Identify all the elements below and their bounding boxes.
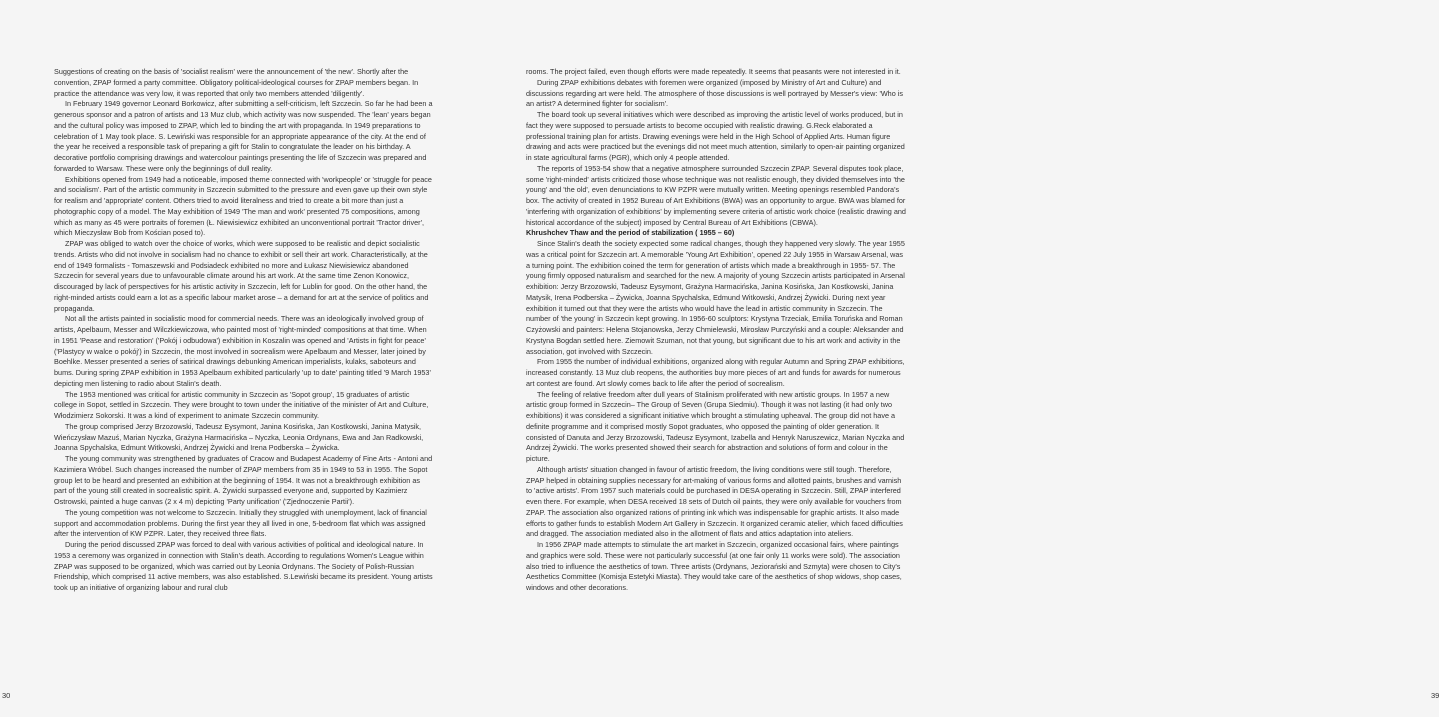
right-paragraph-7: The feeling of relative freedom after dull years of Stalinism proliferated with new artistic groups. In 1957 a new artistic group formed in Szczecin– The Group of Seven (Grupa Siedmiu). Though it was not lasting (it had only two exhibitions) it was considered a significant initiative which brought a stimulating upheaval. The group did not have a definite programme and it comprised mostly Sopot graduates, who opposed the painting of older generation. It consisted of Danuta and Jerzy Brzozowski, Tadeusz Eysymont, Izabella and Henryk Naruszewicz, Marian Nyczka and Andrzej Żywicki. The works presented showed their search for abstraction and solutions of form and colour in the picture. (526, 389, 905, 463)
left-paragraph-9: The young competition was not welcome to Szczecin. Initially they struggled with unemployment, lack of financial support and accommodation problems. During the first year they all lived in one, 5-bedroom flat which was assigned after the intervention of KW PZPR. Later, they received three flats. (54, 507, 427, 539)
right-paragraph-2: During ZPAP exhibitions debates with foremen were organized (imposed by Ministry of Art and Culture) and discussions regarding art were held. The atmosphere of those discussions is well portrayed by Messer's view: 'Who is an artist? A determined fighter for socialism'. (526, 77, 903, 109)
left-paragraph-7: The group comprised Jerzy Brzozowski, Tadeusz Eysymont, Janina Kosińska, Jan Kostkowski, Janina Matysik, Wieńczysław Mazuś, Marian Nyczka, Grażyna Harmacińska – Nyczka, Leonia Ordynans, Ewa and Jan Radkowski, Joanna Spychalska, Edmunt Witkowski, Andrzej Żywicki and Irena Podberska – Żywicka. (54, 421, 424, 453)
left-paragraph-5: Not all the artists painted in socialistic mood for commercial needs. There was an ideologically involved group of artists, Apelbaum, Messer and Wilczkiewiczowa, who painted most of 'right-minded' compositions at that time. When in 1951 'Pease and restoration' ('Pokój i odbudowa') exhibition in Koszalin was opened and 'Artists in fight for peace' ('Plastycy w walce o pokój') in Szczecin, the most involved in socrealism were Apelbaum and Messer, later joined by Boehlke. Messer presented a series of satirical drawings debunking American imperialists, kulaks, saboteurs and bums. During spring ZPAP exhibition in 1953 Apelbaum exhibited particularly 'up to date' painting titled '9 March 1953' depicting men listening to radio about Stalin's death. (54, 314, 431, 388)
left-page-number: 30 (2, 691, 11, 700)
right-paragraph-1: rooms. The project failed, even though efforts were made repeatedly. It seems that peasants were not interested in it. (526, 67, 901, 76)
right-paragraph-6: From 1955 the number of individual exhibitions, organized along with regular Autumn and Spring ZPAP exhibitions, increased constantly. 13 Muz club reopens, the authorities buy more pieces of art and funds for awards for numerous art contest are found. Art slowly comes back to life after the period of socrealism. (526, 357, 905, 388)
right-page (480, 0, 1439, 717)
left-paragraph-6: The 1953 mentioned was critical for artistic community in Szczecin as 'Sopot group', 15 graduates of artistic college in Sopot, settled in Szczecin. They were brought to town under the initiative of the minister of Art and Culture, Włodzimierz Sokorski. It was a kind of experiment to animate Szczecin community. (54, 389, 429, 420)
left-page (0, 0, 480, 717)
right-paragraph-8: Although artists' situation changed in favour of artistic freedom, the living conditions were still tough. Therefore, ZPAP helped in obtaining supplies necessary for art-making of various forms and allotted paints, brushes and varnish to 'active artists'. From 1957 such materials could be purchased in DESA operating in Szczecin. Still, ZPAP interfered even there. For example, when DESA received 18 sets of Dutch oil paints, they were only available for vouchers from ZPAP. The association also organized rations of printing ink which was indispensable for graphic artists. It also made efforts to gather funds to establish Modern Art Gallery in Szczecin. It organized ceramic atelier, which faced difficulties and dragged. The association mediated also in the allotment of flats and attics adaptation into ateliers. (526, 464, 903, 539)
section-heading: Khrushchev Thaw and the period of stabilization ( 1955 – 60) (526, 228, 735, 238)
left-paragraph-4: ZPAP was obliged to watch over the choice of works, which were supposed to be realistic and depict socialistic trends. Artists who did not involve in socialism had no chance to exhibit or sell their art work. Characteristically, at the end of 1949 formalists - Tomaszewski and Podsiadeck exhibited no more and Łukasz Niewisiewicz abandoned Szczecin for several years due to unfavourable climate around his art work. At the same time Zenon Konowicz, discouraged by lack of perspectives for his artistic activity in Szczecin, left for Lublin for good. On the other hand, the right-minded artists could earn a lot as a specific labour market arose – a demand for art at the service of politics and propaganda. (54, 239, 429, 313)
left-paragraph-2: In February 1949 governor Leonard Borkowicz, after submitting a self-criticism, left Szczecin. So far he had been a generous sponsor and a patron of artists and 13 Muz club, which activity was now suspended. The 'lean' years began and the cultural policy was imposed to ZPAP, which led to binding the art with propaganda. In 1949 preparations to celebration of 1 May took place. S. Lewiński was responsible for an appropriate appearance of the city. At the end of the year he received a responsible task of preparing a gift for Stalin to congratulate the leader on his birthday. A decorative portfolio comprising drawings and watercolour paintings presenting the life of Szczecin was prepared and forwarded to Warsaw. These were only the beginnings of dull reality. (54, 99, 433, 173)
left-paragraph-1: Suggestions of creating on the basis of 'socialist realism' were the announcement of 'the new'. Shortly after the convention, ZPAP formed a party committee. Obligatory political-ideological courses for ZPAP members began. In practice the attendance was very low, it was reported that only two members attended 'diligently'. (54, 67, 419, 98)
left-paragraph-3: Exhibitions opened from 1949 had a noticeable, imposed theme connected with 'workpeople' or 'struggle for peace and socialism'. Part of the artistic community in Szczecin submitted to the pressure and even gave up their own style for realism and 'appropriate' content. Others tried to avoid literalness and tried to create a bit more than just a photographic copy of a model. The May exhibition of 1949 'The man and work' presented 75 compositions, among which as many as 45 were portraits of foremen (Ł. Niewisiewicz exhibited an unconventional portrait 'Tractor driver', which Mieczysław Bob from Kościan posed to). (54, 174, 432, 238)
right-paragraph-9: In 1956 ZPAP made attempts to stimulate the art market in Szczecin, organized occasional fairs, where paintings and graphics were sold. These were not particularly successful (at one fair only 11 works were sold). The association also tried to influence the aesthetics of town. Three artists (Ordynans, Jeziorański and Szmyta) were chosen to City's Aesthetics Committee (Komisja Estetyki Miasta). They would take care of the aesthetics of shop widows, shop cases, windows and other decorations. (526, 540, 902, 592)
left-text-column (54, 67, 434, 594)
right-page-number: 39 (1431, 691, 1439, 700)
right-paragraph-4: The reports of 1953-54 show that a negative atmosphere surrounded Szczecin ZPAP. Several disputes took place, some 'right-minded' artists criticized those whose technique was not realistic enough, they divided themselves into 'the young' and 'the old', even denunciations to KW PZPR were mutually written. Meeting openings resembled Pandora's box. The activity of created in 1952 Bureau of Art Exhibitions (BWA) was an opportunity to argue. BWA was blamed for 'interfering with organization of exhibitions' by implementing severe criteria of artistic work choice (realistic drawing and historical accordance of the subject) imposed by Central Bureau of Art Exhibitions (CBWA). (526, 163, 906, 227)
left-paragraph-10: During the period discussed ZPAP was forced to deal with various activities of political and ideological nature. In 1953 a ceremony was organized in connection with Stalin's death. According to regulations Women's League within ZPAP was supposed to be organized, which was carried out by Leonia Ordynans. The Society of Polish-Russian Friendship, which comprised 11 active members, was also established. S.Lewiński became its president. Young artists took up an initiative of organizing labour and rural club (54, 540, 433, 592)
right-paragraph-5: Since Stalin's death the society expected some radical changes, though they happened very slowly. The year 1955 was a critical point for Szczecin art. A memorable 'Young Art Exhibition', opened 22 July 1955 in Warsaw Arsenal, was a turning point. The exhibition coined the term for generation of artists which made a breakthrough in 1955- 57. The young firmly opposed naturalism and searched for the new. A majority of young Szczecin artists participated in Arsenal exhibition: Jerzy Brzozowski, Tadeusz Eysymont, Grażyna Harmacińska, Janina Kosińska, Jan Kostkowski, Janina Matysik, Irena Podberska – Żywicka, Joanna Spychalska, Edmund Witkowski, Andrzej Żywicki. During next year exhibition it turned out that they were the artists who would have the lead in artistic community in Szczecin. The number of 'the young' in Szczecin kept growing. In 1956-60 sculptors: Krystyna Trzeciak, Emilia Toruńska and Roman Czyżowski and painters: Helena Stojanowska, Jerzy Chmielewski, Mirosław Purczyński and a couple: Aleksander and Krystyna Bogdan settled here. Ziemowit Szuman, not that young, but significant due to his art work and activity in the association, got involved with Szczecin. (526, 239, 905, 356)
right-text-column (526, 67, 906, 594)
right-paragraph-3: The board took up several initiatives which were described as improving the artistic level of works produced, but in fact they were supposed to persuade artists to become occupied with realistic drawing. G.Reck elaborated a professional training plan for artists. Drawing evenings were held in the High School of Applied Arts. Human figure drawing and acts were practiced but the evenings did not meet much attention, similarly to open-air painting organized in state agricultural farms (PGR), which only 4 people attended. (526, 110, 905, 162)
left-paragraph-8: The young community was strengthened by graduates of Cracow and Budapest Academy of Fine Arts - Antoni and Kazimiera Wróbel. Such changes increased the number of ZPAP members from 35 in 1949 to 53 in 1955. The Sopot group let to be heard and presented an exhibition at the beginning of 1954. It was not a breakthrough exhibition as part of the young still created in socrealistic spirit. A. Żywicki surpassed everyone and, supported by Kazimierz Ostrowski, painted a huge canvas (2 x 4 m) depicting 'Party unification' ('Zjednoczenie Partii'). (54, 454, 433, 506)
